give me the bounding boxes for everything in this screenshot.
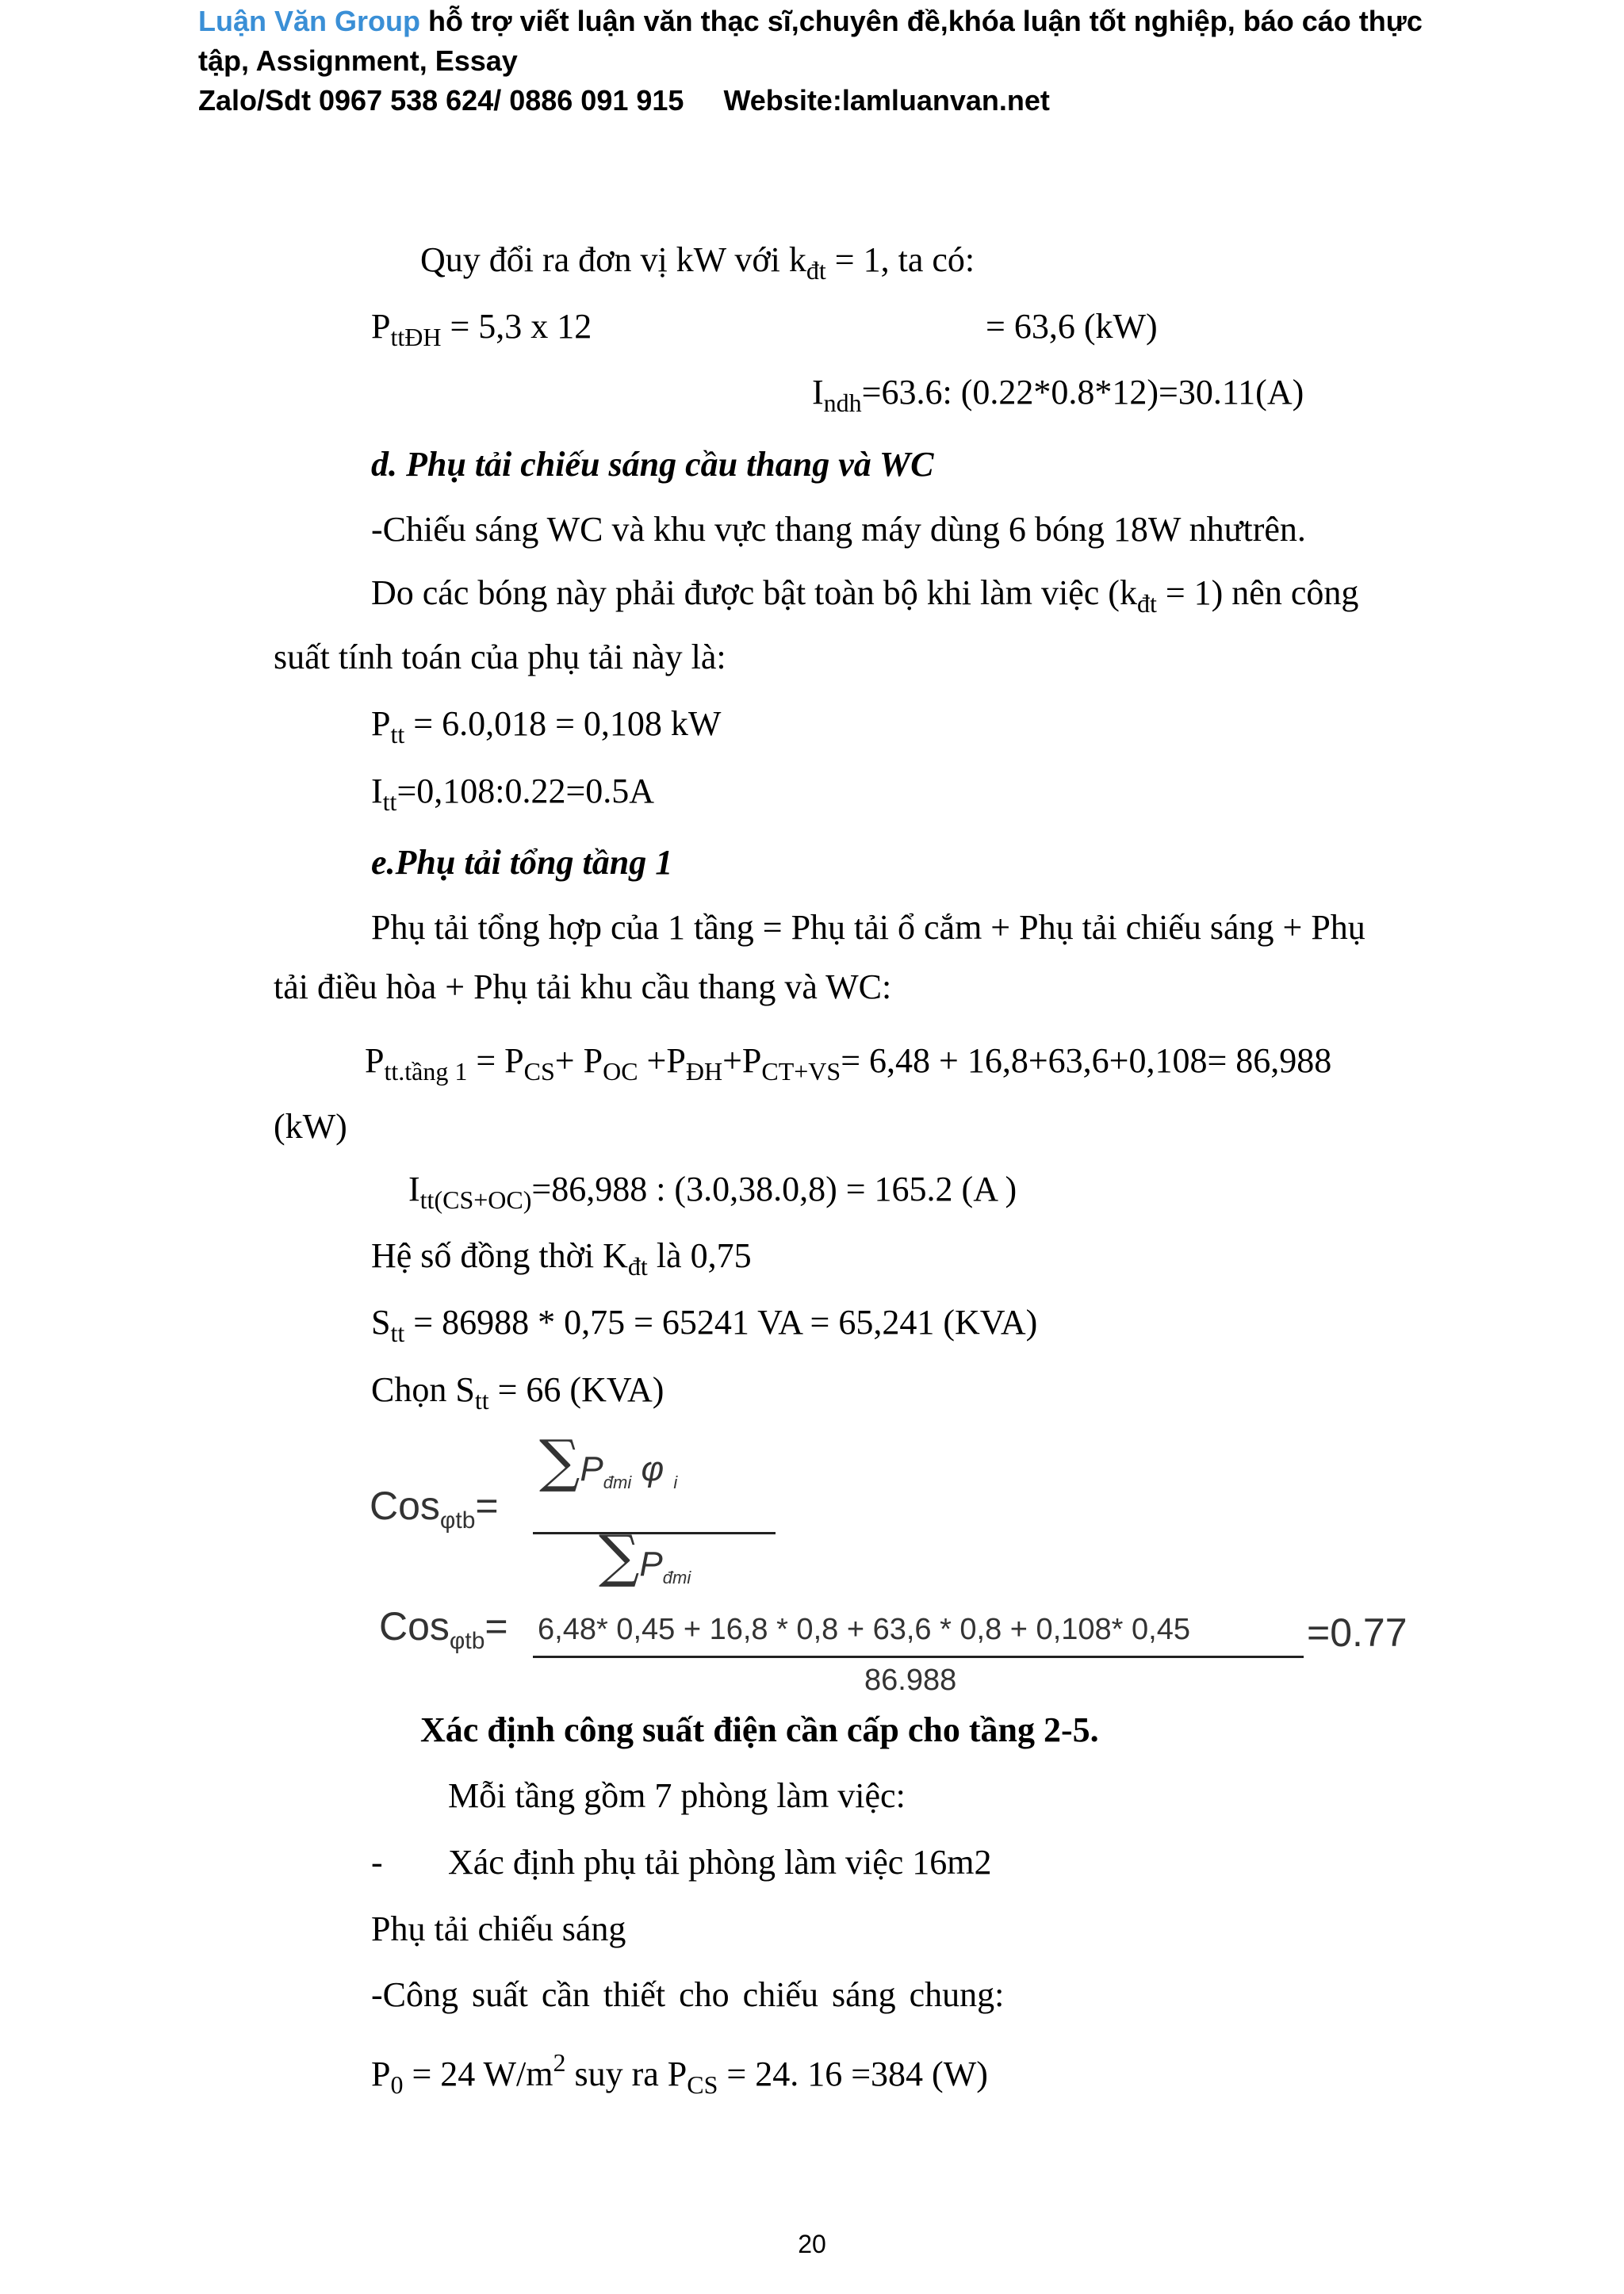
paragraph-line: Phụ tải tổng hợp của 1 tầng = Phụ tải ổ cắm + Phụ tải chiếu sáng + Phụ — [371, 908, 1365, 947]
equation-result: = 63,6 (kW) — [986, 307, 1158, 346]
equation-line: $P_0 = 24$ $W/m^2$ suy ra $P_{CS} = 24$. 16 =384 (W) — [371, 2048, 988, 2099]
equation-line: $S_{tt} = 86988 * 0,75 = 65241$ VA = 65,241 (KVA) — [371, 1303, 1038, 1347]
formula-numerator: 6,48* 0,45 + 16,8 * 0,8 + 63,6 * 0,8 + 0,108* 0,45 — [538, 1613, 1190, 1646]
list-item: Xác định phụ tải phòng làm việc 16m2 — [448, 1843, 992, 1882]
formula-denominator: 86.988 — [864, 1664, 957, 1697]
equation-line: $P_{tt} = 6.0,018 = 0,108$ kW — [371, 704, 722, 749]
paragraph-line: suất tính toán của phụ tải này là: — [274, 638, 726, 676]
section-heading-d: d. Phụ tải chiếu sáng cầu thang và WC — [371, 445, 934, 484]
section-heading-floors: Xác định công suất điện cần cấp cho tầng 2-5. — [420, 1710, 1099, 1749]
formula-lhs: Cos$_{\varphi tb}$= — [379, 1604, 508, 1654]
page-number: 20 — [798, 2230, 826, 2258]
paragraph-line: tải điều hòa + Phụ tải khu cầu thang và WC: — [274, 967, 892, 1006]
header-tagline: hỗ trợ viết luận văn thạc sĩ,chuyên đề,khóa luận tốt nghiệp, báo cáo thực — [420, 5, 1423, 37]
list-item-dash: - — [371, 1843, 383, 1882]
paragraph-line: Do các bóng này phải được bật toàn bộ khi làm việc $(k_{đt} = 1)$ nên công — [371, 573, 1359, 618]
paragraph-line: Mỗi tầng gồm 7 phòng làm việc: — [448, 1776, 906, 1815]
equation-line: $P_{tt.tầng 1} = P_{CS}+ P_{OC} +P_{ĐH}+P_{CT+VS}= 6,48 + 16,8+63,6+0,108= 86,988$ — [365, 1041, 1332, 1086]
equation-line: $I_{tt(CS+OC)}=86,988$ : (3.0,38.0,8) = 165.2 (A ) — [408, 1170, 1017, 1214]
brand-name: Luận Văn Group — [198, 5, 421, 37]
formula-denominator: $\sum P_{đmi}$ — [599, 1522, 691, 1589]
header-line-2: tập, Assignment, Essay — [198, 44, 518, 77]
section-heading-e: e.Phụ tải tổng tầng 1 — [371, 843, 673, 882]
contact-phone: Zalo/Sdt 0967 538 624/ 0886 091 915 — [198, 84, 684, 117]
equation-line: $P_{ttĐH} = 5,3$ x 12 — [371, 307, 592, 351]
paragraph-line: (kW) — [274, 1107, 347, 1146]
paragraph-line: -Chiếu sáng WC và khu vực thang máy dùng 6 bóng 18W nhưtrên. — [371, 510, 1306, 549]
equation-line: Chọn $S_{tt} = 66$ (KVA) — [371, 1370, 665, 1415]
paragraph-line: Hệ số đồng thời $K_{đt}$ là 0,75 — [371, 1236, 752, 1281]
paragraph-line: -Công suất cần thiết cho chiếu sáng chung: — [371, 1975, 1005, 2014]
website-link[interactable]: Website:lamluanvan.net — [723, 84, 1050, 117]
header-line-1 — [198, 2, 1423, 41]
header-contact-line — [198, 81, 1050, 121]
formula-lhs: Cos$_{\varphi tb}$= — [370, 1484, 499, 1534]
equation-line: $I_{tt}=0,108:0.22=0.5A$ — [371, 772, 655, 816]
fraction-bar — [533, 1656, 1304, 1658]
formula-numerator: $\sum P_{đmi}$ φ $_i$ — [539, 1427, 678, 1494]
paragraph-line: Phụ tải chiếu sáng — [371, 1909, 626, 1948]
paragraph-line: Quy đổi ra đơn vị kW với $k_{đt} = 1$, ta có: — [420, 240, 975, 285]
formula-result: =0.77 — [1307, 1610, 1408, 1655]
equation-line: $I_{ndh}=63.6$: (0.22*0.8*12)=30.11(A) — [812, 373, 1304, 417]
